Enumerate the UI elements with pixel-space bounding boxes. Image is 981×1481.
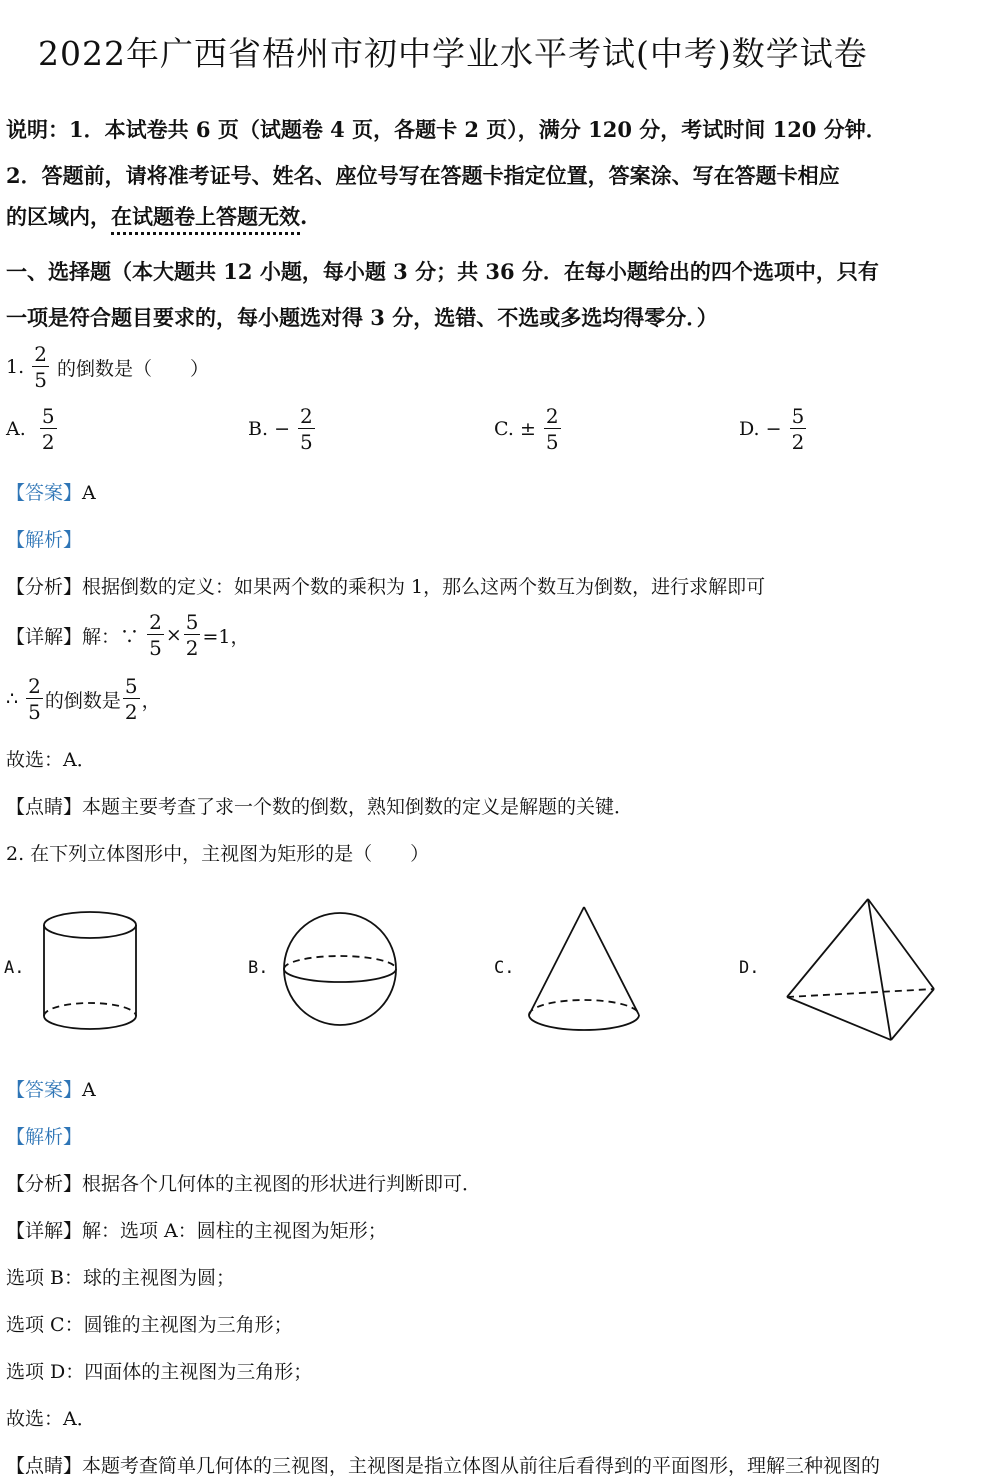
q1-option-b-label: B. [248,418,269,440]
section-1-header-line-2: 一项是符合题目要求的，每小题选对得 3 分，选错、不选或多选均得零分．） [6,305,718,330]
q1-stem-suffix: 的倒数是（ ） [56,357,209,380]
q2-option-c-explanation: 选项 C：圆锥的主视图为三角形； [6,1314,293,1336]
q2-stem: 2. 在下列立体图形中，主视图为矩形的是（ ） [6,843,430,865]
q1-option-a-label: A. [6,418,26,440]
tetrahedron-icon [787,899,934,1040]
q2-answer-tag: 【答案】 [6,1079,83,1101]
q1-option-c-sign: ± [519,418,536,440]
q2-dianjing [6,1451,880,1478]
cone-right-edge [584,907,639,1015]
q1-option-c-num: 2 [545,404,559,428]
q2-fenxi [6,1169,481,1196]
q1-option-c-den: 5 [545,430,559,454]
cone-icon [529,907,639,1030]
q1-concl-f1-num: 2 [28,674,41,698]
instructions-emphasis: 在试题卷上答题无效 [111,204,300,229]
q1-option-a-den: 2 [41,430,55,454]
q1-option-b-sign: − [274,418,290,440]
q2-xiangjie [6,1216,387,1243]
q2-figure-label-a: A. [4,958,25,978]
sphere-icon [284,913,396,1025]
tetra-edge-left-front [787,997,891,1040]
q1-frac-den: 5 [34,368,47,392]
q1-option-a-num: 5 [41,404,55,428]
instructions-line-3-suffix: . [300,204,308,229]
cone-base-back-dashed [529,1000,639,1015]
q2-option-b-explanation: 选项 B：球的主视图为圆； [6,1267,236,1289]
q1-calc-f2-num: 5 [185,610,199,634]
instructions-line-1: 说明：1．本试卷共 6 页（试题卷 4 页，各题卡 2 页），满分 120 分，考试时间 120 分钟． [6,117,887,142]
q1-concl-f1-den: 5 [28,700,41,724]
q2-figure-label-c: C. [494,958,515,978]
tetra-edge-apex-right [868,899,934,989]
tetra-edge-right-front [891,989,934,1040]
q1-fenxi-tag: 【分析】 [6,576,83,598]
cylinder-bottom-front [44,1016,136,1029]
q1-option-d-num: 5 [791,404,805,428]
q2-answer-value: A [82,1079,96,1101]
tetra-edge-apex-left [787,899,868,997]
tetra-hidden-edge-dashed [787,989,934,997]
q1-option-d-den: 2 [791,430,805,454]
q1-answer-tag: 【答案】 [6,482,83,504]
q1-calc-result: =1， [202,625,250,648]
instructions-line-3-prefix: 的区域内， [6,204,111,229]
q1-answer-value: A [82,482,96,504]
cylinder-bottom-back-dashed [44,1003,136,1016]
q2-fenxi-text: 根据各个几何体的主视图的形状进行判断即可． [82,1173,482,1195]
cone-base-front [529,1015,639,1030]
cylinder-top-ellipse [44,912,136,938]
q1-fenxi-text: 根据倒数的定义：如果两个数的乘积为 1，那么这两个数互为倒数，进行求解即可 [82,576,766,598]
q1-analysis-tag: 【解析】 [6,529,83,551]
q2-figure-label-d: D. [739,958,760,978]
q1-option-b-den: 5 [300,430,313,454]
q1-choose: 故选：A． [6,749,96,771]
q2-dianjing-tag: 【点睛】 [6,1455,83,1477]
section-1-header-line-1: 一、选择题（本大题共 12 小题，每小题 3 分；共 36 分．在每小题给出的四个选项中，只有 [6,259,879,284]
sphere-equator-back-dashed [284,956,396,969]
q2-choose: 故选：A． [6,1408,96,1430]
cone-left-edge [529,907,584,1015]
q2-answer [6,1075,96,1102]
q1-xiangjie-tag: 【详解】 [6,625,83,648]
sphere-outline [284,913,396,1025]
instructions-line-2: 2．答题前，请将准考证号、姓名、座位号写在答题卡指定位置，答案涂、写在答题卡相应 [6,163,840,188]
q1-concl-end: ， [141,689,161,712]
q1-frac-num: 2 [34,342,47,366]
q1-concl-f2-den: 2 [124,700,138,724]
q2-xiangjie-text: 解：选项 A：圆柱的主视图为矩形； [82,1220,387,1242]
therefore-symbol: ∴ [6,688,19,710]
q1-calc-f1-den: 5 [149,636,162,660]
q1-option-c-label: C. [494,418,514,440]
q1-option-d-label: D. [739,418,760,440]
q2-figure-label-b: B. [248,958,269,978]
q1-calc-times: × [165,624,182,646]
q2-xiangjie-tag: 【详解】 [6,1220,83,1242]
q2-dianjing-text: 本题考查简单几何体的三视图，主视图是指立体图从前往后看得到的平面图形，理解三种视图的 [82,1455,881,1477]
q1-option-d-sign: − [765,418,782,440]
q1-number: 1. [6,356,25,378]
q2-option-d-explanation: 选项 D：四面体的主视图为三角形； [6,1361,313,1383]
q1-dianjing-tag: 【点睛】 [6,796,83,818]
sphere-equator-front [284,969,396,982]
q1-option-b-num: 2 [300,404,313,428]
q1-xiangjie-prefix: 解：∵ [82,625,140,648]
q1-concl-f2-num: 5 [124,674,138,698]
tetra-edge-apex-front [868,899,891,1040]
q1-dianjing-text: 本题主要考查了求一个数的倒数，熟知倒数的定义是解题的关键． [82,796,634,818]
q2-fenxi-tag: 【分析】 [6,1173,83,1195]
q1-calc-f2-den: 2 [185,636,199,660]
q1-concl-mid: 的倒数是 [44,689,121,712]
cylinder-icon [44,912,136,1029]
page-title: 2022年广西省梧州市初中学业水平考试(中考)数学试卷 [38,34,868,73]
q2-analysis-tag: 【解析】 [6,1126,83,1148]
q1-calc-f1-num: 2 [149,610,162,634]
